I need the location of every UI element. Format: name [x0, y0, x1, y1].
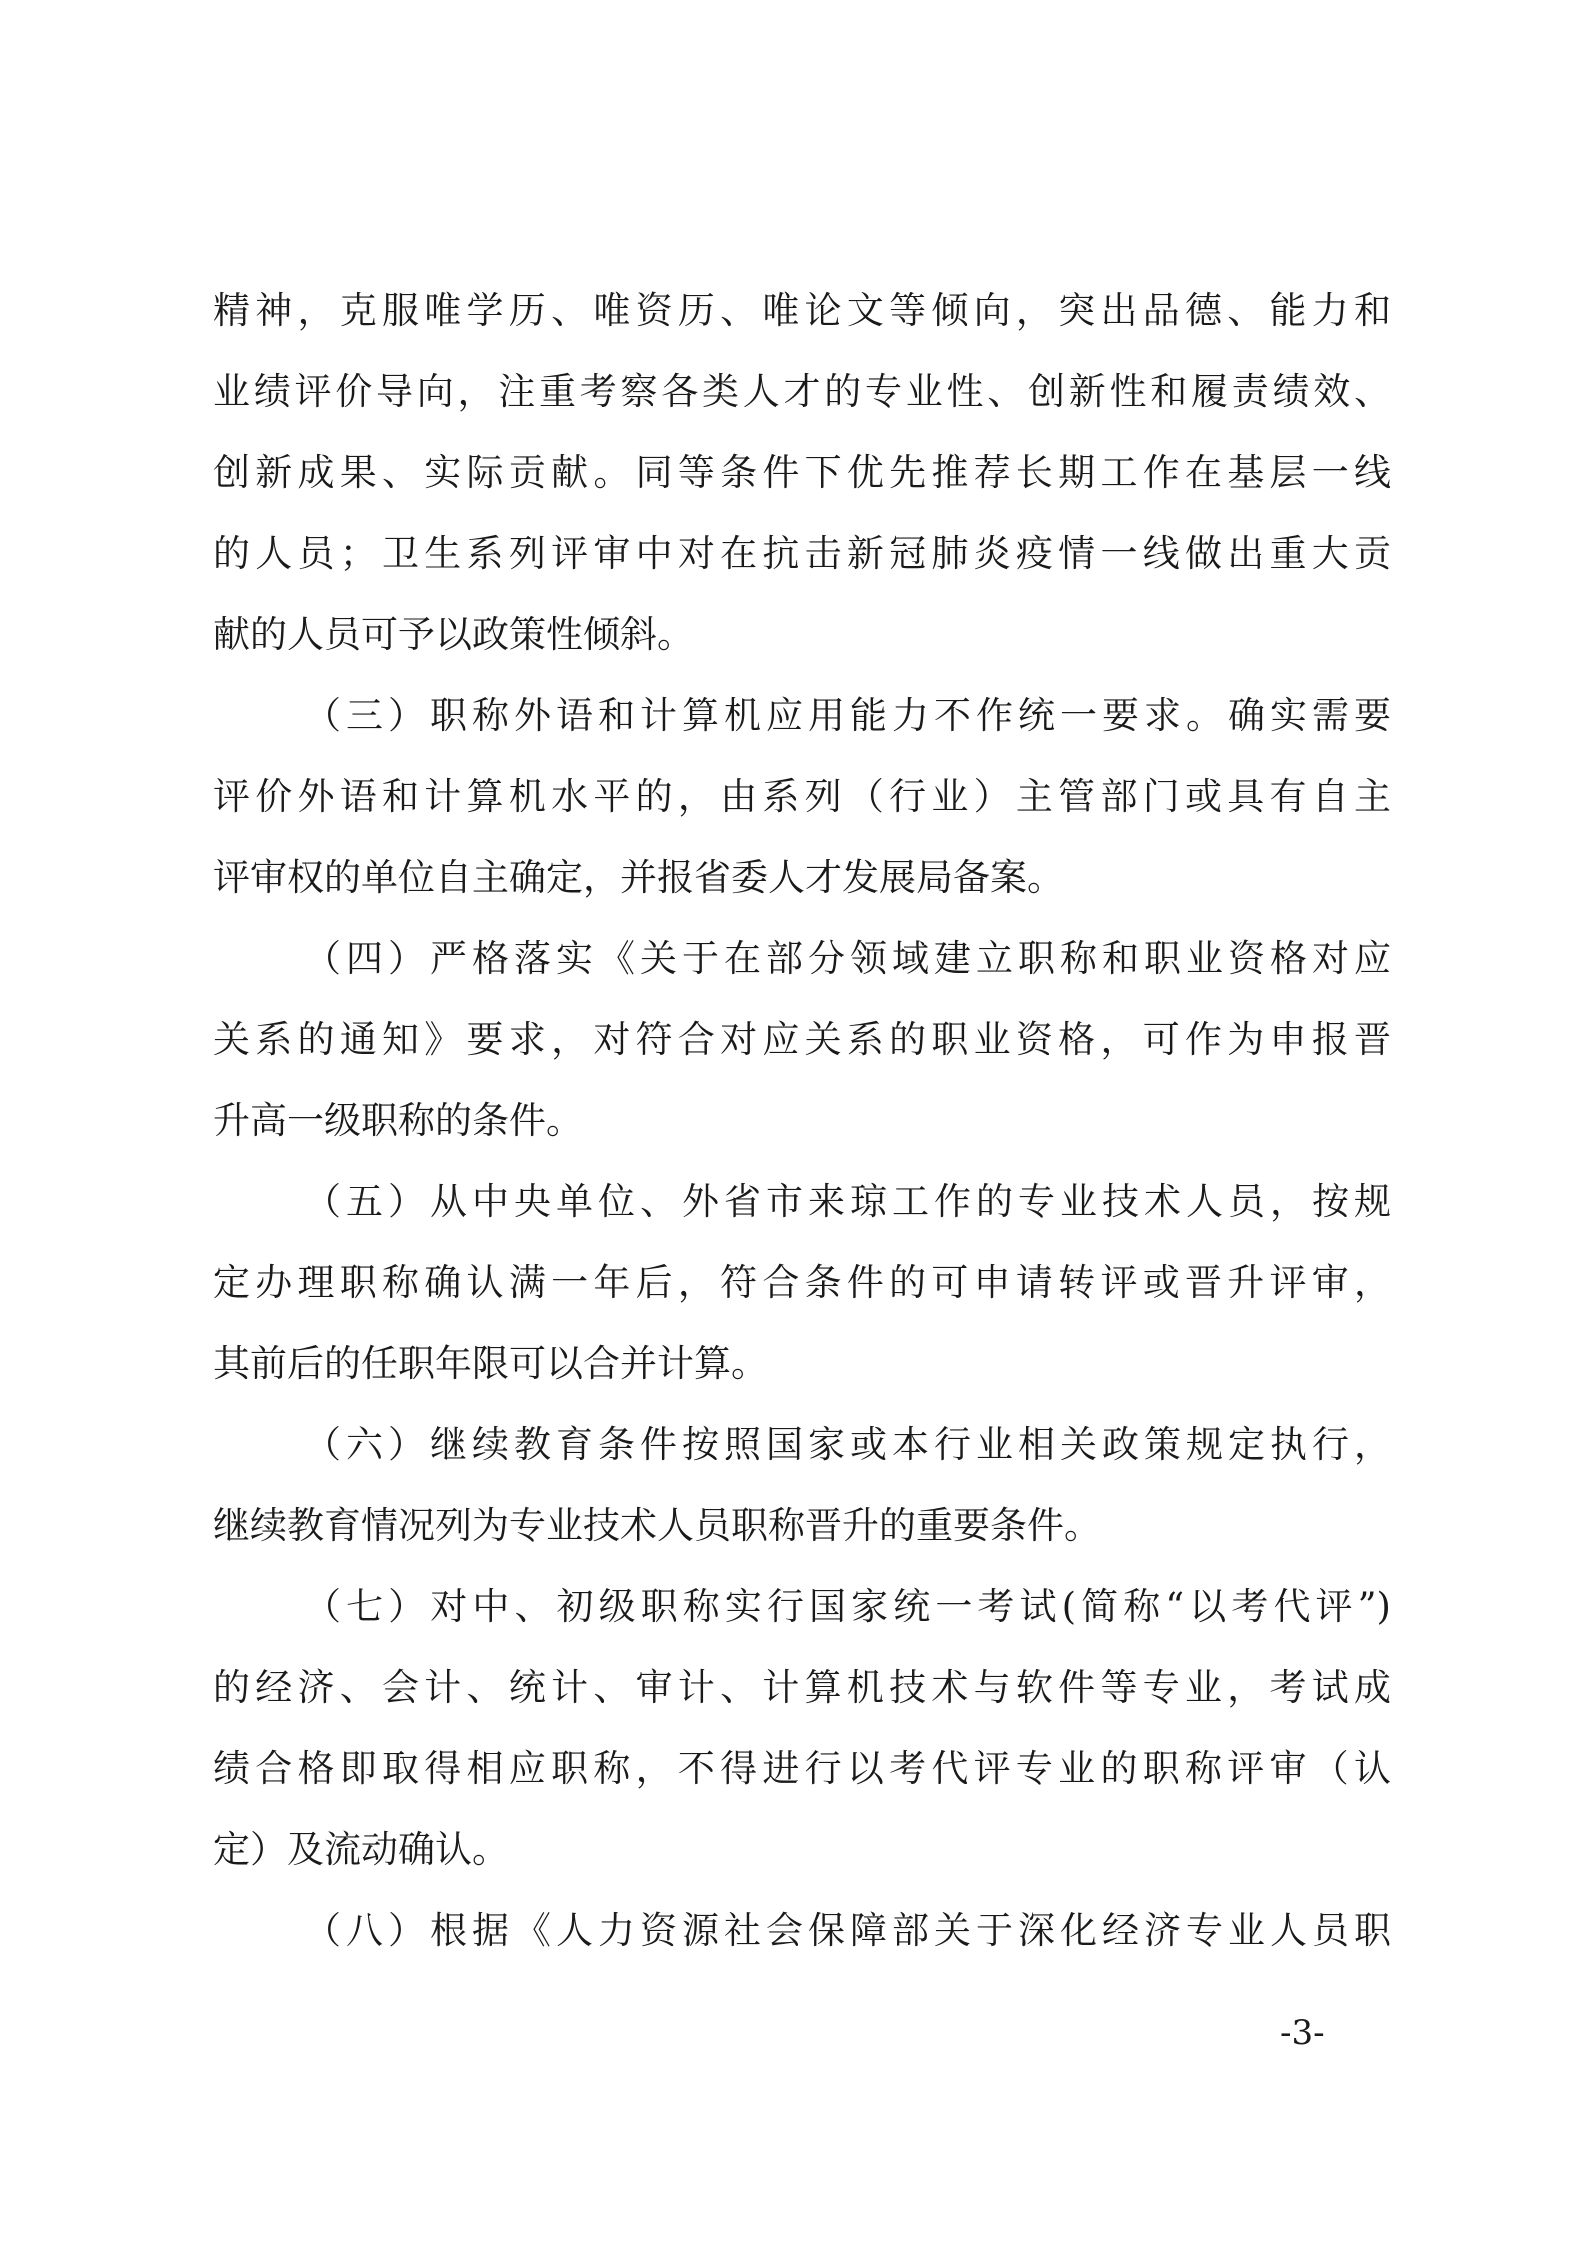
text-line: 的经济、会计、统计、审计、计算机技术与软件等专业，考试成 — [213, 1666, 1391, 1709]
text-line: 评价外语和计算机水平的，由系列（行业）主管部门或具有自主 — [213, 775, 1391, 818]
text-line: 献的人员可予以政策性倾斜。 — [213, 613, 694, 656]
text-line: 创新成果、实际贡献。同等条件下优先推荐长期工作在基层一线 — [213, 451, 1391, 494]
text-line: 其前后的任职年限可以合并计算。 — [213, 1342, 768, 1385]
paragraph-heading-line: （三）职称外语和计算机应用能力不作统一要求。确实需要 — [304, 694, 1391, 737]
text-line: 的人员；卫生系列评审中对在抗击新冠肺炎疫情一线做出重大贡 — [213, 532, 1391, 575]
text-line: 绩合格即取得相应职称，不得进行以考代评专业的职称评审（认 — [213, 1747, 1391, 1790]
text-line: 关系的通知》要求，对符合对应关系的职业资格，可作为申报晋 — [213, 1018, 1391, 1061]
text-line: 精神，克服唯学历、唯资历、唯论文等倾向，突出品德、能力和 — [213, 289, 1391, 332]
text-line: 定）及流动确认。 — [213, 1828, 509, 1871]
paragraph-heading-line: （五）从中央单位、外省市来琼工作的专业技术人员，按规 — [304, 1180, 1391, 1223]
text-line: 业绩评价导向，注重考察各类人才的专业性、创新性和履责绩效、 — [213, 370, 1391, 413]
text-line: 评审权的单位自主确定，并报省委人才发展局备案。 — [213, 856, 1064, 899]
text-line: 升高一级职称的条件。 — [213, 1099, 583, 1142]
paragraph-heading-line: （七）对中、初级职称实行国家统一考试(简称“以考代评”) — [304, 1585, 1391, 1628]
paragraph-heading-line: （八）根据《人力资源社会保障部关于深化经济专业人员职 — [304, 1909, 1391, 1952]
paragraph-heading-line: （四）严格落实《关于在部分领域建立职称和职业资格对应 — [304, 937, 1391, 980]
paragraph-heading-line: （六）继续教育条件按照国家或本行业相关政策规定执行， — [304, 1423, 1391, 1466]
text-line: 继续教育情况列为专业技术人员职称晋升的重要条件。 — [213, 1504, 1101, 1547]
text-line: 定办理职称确认满一年后，符合条件的可申请转评或晋升评审， — [213, 1261, 1391, 1304]
page-number: -3- — [1280, 2013, 1325, 2053]
